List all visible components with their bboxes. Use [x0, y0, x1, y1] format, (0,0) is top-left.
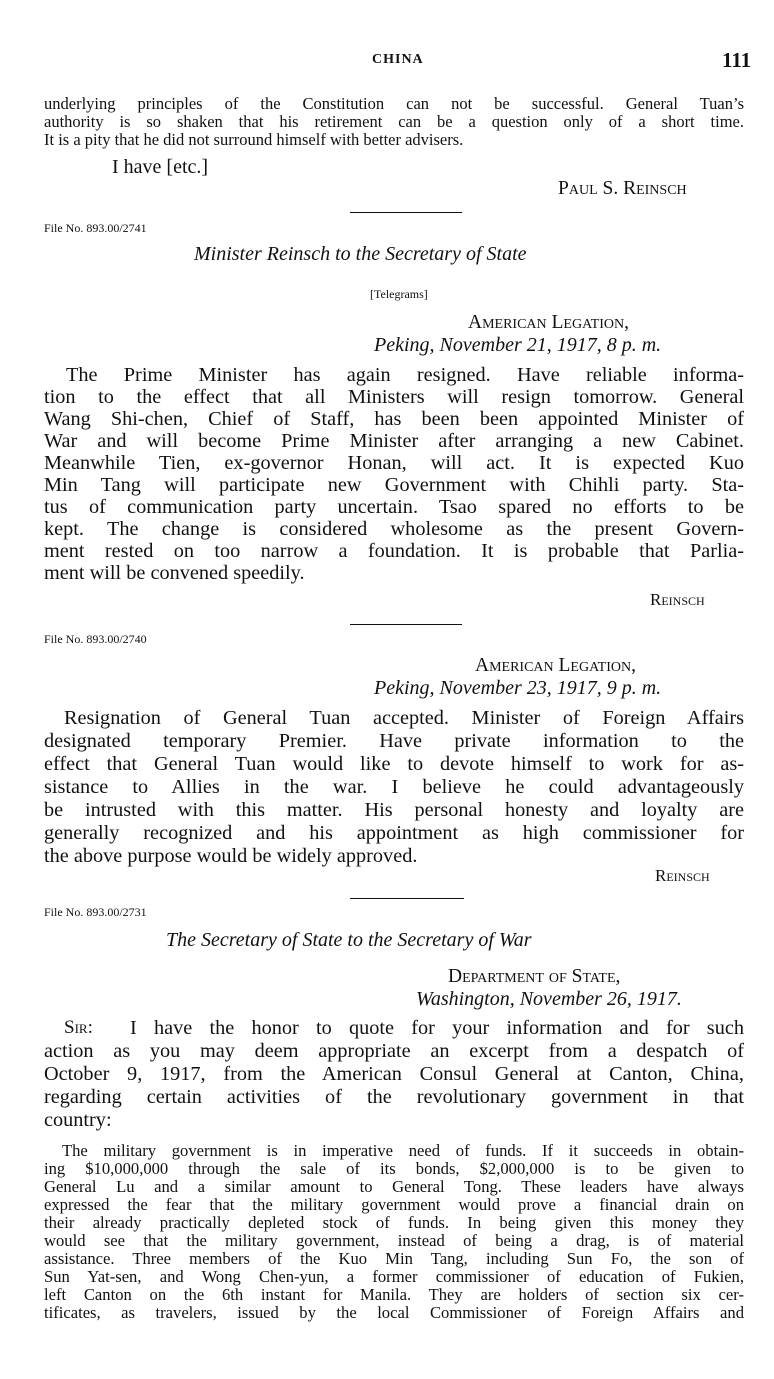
file-number: File No. 893.00/2741	[44, 221, 147, 235]
dateline-date: Peking, November 23, 1917, 9 p. m.	[374, 677, 662, 699]
paragraph-line: generally recognized and his appointment as high commissioner for	[44, 822, 744, 844]
divider	[350, 212, 462, 213]
paragraph-line: country:	[44, 1109, 112, 1131]
intro-signature: Paul S. Reinsch	[558, 178, 687, 199]
paragraph-line: Resignation of General Tuan accepted. Minister of Foreign Affairs	[64, 707, 744, 729]
dateline-date: Peking, November 21, 1917, 8 p. m.	[374, 334, 662, 356]
quote-line: would see that the military government, instead of being a drag, is of material	[44, 1231, 744, 1250]
dateline-place: American Legation,	[468, 312, 629, 333]
document-title: The Secretary of State to the Secretary of War	[166, 929, 532, 951]
paragraph-line: October 9, 1917, from the American Consul General at Canton, China,	[44, 1063, 744, 1085]
quote-line: General Lu and a similar amount to General Tong. These leaders have always	[44, 1177, 744, 1196]
paragraph-line: the above purpose would be widely approved.	[44, 845, 418, 867]
paragraph-line: ment will be convened speedily.	[44, 562, 305, 584]
paragraph-line: action as you may deem appropriate an excerpt from a despatch of	[44, 1040, 744, 1062]
intro-line: authority is so shaken that his retirement can be a question only of a short time.	[44, 112, 744, 131]
page-number: 111	[722, 48, 752, 72]
paragraph-line: I have the honor to quote for your information and for such	[130, 1017, 744, 1039]
paragraph-line: ment rested on too narrow a foundation. It is probable that Parlia-	[44, 540, 744, 562]
quote-line: their already practically depleted stock of funds. In being given this money they	[44, 1213, 744, 1232]
paragraph-line: Wang Shi-chen, Chief of Staff, has been been appointed Minister of	[44, 408, 744, 430]
dateline-date: Washington, November 26, 1917.	[416, 988, 682, 1010]
quote-line: assistance. Three members of the Kuo Min Tang, including Sun Fo, the son of	[44, 1249, 744, 1268]
quote-line: Sun Yat-sen, and Wong Chen-yun, a former commissioner of education of Fukien,	[44, 1267, 744, 1286]
paragraph-line: regarding certain activities of the revolutionary government in that	[44, 1086, 744, 1108]
quote-line: tificates, as travelers, issued by the local Commissioner of Foreign Affairs and	[44, 1303, 744, 1322]
quote-line: expressed the fear that the military government would prove a financial drain on	[44, 1195, 744, 1214]
intro-closing: I have [etc.]	[112, 156, 209, 178]
paragraph-line: kept. The change is considered wholesome as the present Govern-	[44, 518, 744, 540]
quote-line: ing $10,000,000 through the sale of its bonds, $2,000,000 is to be given to	[44, 1159, 744, 1178]
paragraph-line: Min Tang will participate new Government with Chihli party. Sta-	[44, 474, 744, 496]
quote-line: left Canton on the 6th instant for Manila. They are holders of section six cer-	[44, 1285, 744, 1304]
paragraph-line: The Prime Minister has again resigned. Have reliable informa-	[66, 364, 744, 386]
file-number: File No. 893.00/2740	[44, 632, 147, 646]
paragraph-line: War and will become Prime Minister after arranging a new Cabinet.	[44, 430, 744, 452]
telegrams-note: [Telegrams]	[370, 287, 428, 301]
paragraph-line: tion to the effect that all Ministers will resign tomorrow. General	[44, 386, 744, 408]
intro-line: It is a pity that he did not surround himself with better advisers.	[44, 130, 464, 149]
running-title: CHINA	[372, 52, 424, 67]
document-title: Minister Reinsch to the Secretary of State	[194, 243, 527, 265]
dateline-place: American Legation,	[475, 655, 636, 676]
paragraph-line: tus of communication party uncertain. Tsao spared no efforts to be	[44, 496, 744, 518]
file-number: File No. 893.00/2731	[44, 905, 147, 919]
signature: Reinsch	[650, 590, 705, 609]
paragraph-line: sistance to Allies in the war. I believe he could advantageously	[44, 776, 744, 798]
salutation: Sir:	[64, 1017, 93, 1038]
paragraph-line: effect that General Tuan would like to devote himself to work for as-	[44, 753, 744, 775]
paragraph-line: designated temporary Premier. Have private information to the	[44, 730, 744, 752]
intro-line: underlying principles of the Constitution can not be successful. General Tuan’s	[44, 94, 744, 113]
quote-line: The military government is in imperative need of funds. If it succeeds in obtain-	[62, 1141, 744, 1160]
paragraph-line: be intrusted with this matter. His personal honesty and loyalty are	[44, 799, 744, 821]
paragraph-line: Meanwhile Tien, ex-governor Honan, will act. It is expected Kuo	[44, 452, 744, 474]
signature: Reinsch	[655, 866, 710, 885]
divider	[350, 624, 462, 625]
dateline-place: Department of State,	[448, 966, 621, 987]
divider	[350, 898, 464, 899]
